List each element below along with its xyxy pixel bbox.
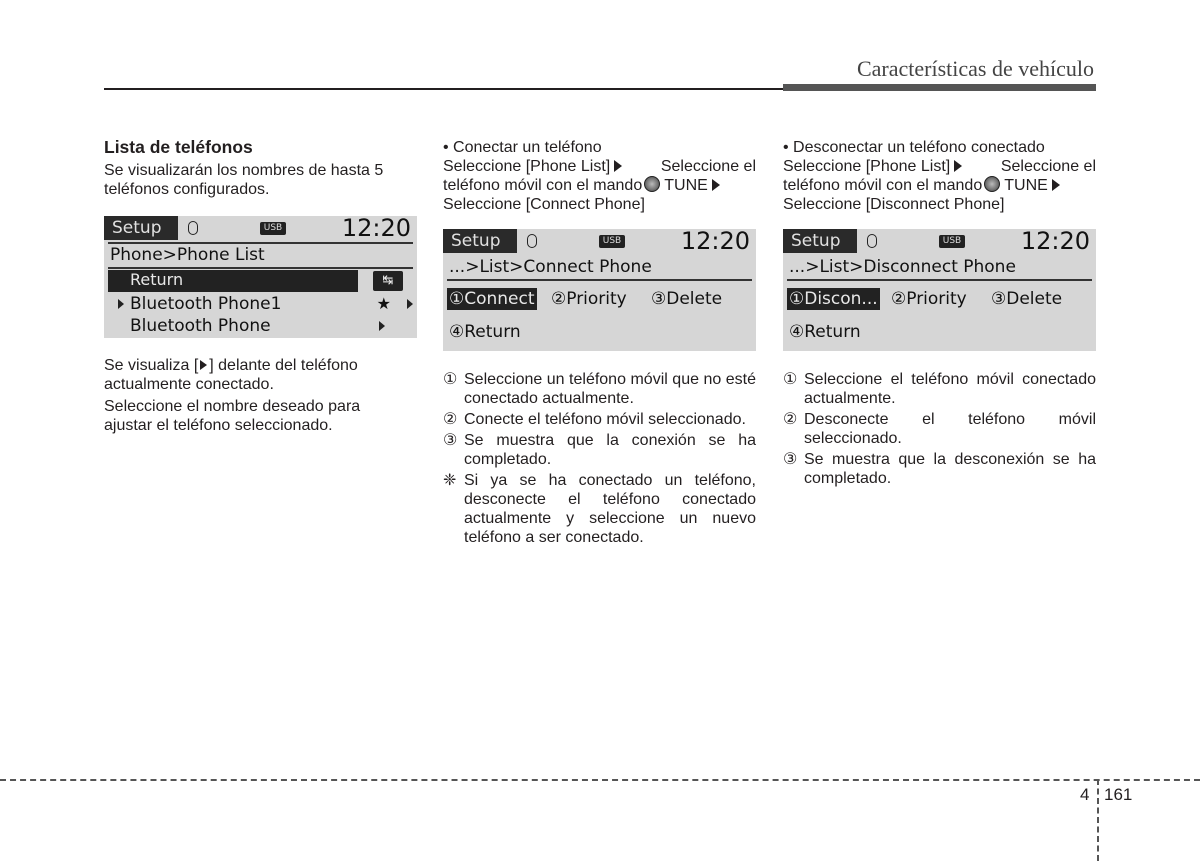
instr-2a: teléfono móvil con el mando (443, 177, 643, 194)
instr-1b: Seleccione el (1000, 158, 1096, 175)
screen-topbar (104, 216, 417, 240)
step-number: ① (783, 371, 798, 388)
list-item (443, 471, 756, 547)
note-line-1 (104, 356, 417, 375)
header-rule-accent (783, 84, 1096, 91)
usb-icon: USB (260, 222, 286, 235)
list-item (783, 370, 1096, 408)
usb-icon: USB (599, 235, 625, 248)
section-heading: Lista de teléfonos (104, 137, 253, 157)
connect-option[interactable]: ①Connect (449, 289, 535, 309)
disconnect-phone-screen (783, 229, 1096, 351)
connected-indicator-icon (118, 299, 124, 309)
list-item (443, 410, 756, 429)
step-text: Seleccione un teléfono móvil que no esté conectado actualmente. (464, 371, 756, 407)
clock: 12:20 (341, 216, 411, 242)
usb-icon: USB (939, 235, 965, 248)
instr-1a: Seleccione [Phone List] (783, 158, 951, 175)
intro-line-2: teléfonos configurados. (104, 181, 270, 198)
column-disconnect-phone (783, 138, 1096, 214)
note-line-2: actualmente conectado. (104, 376, 274, 393)
tune-knob-icon (984, 176, 1000, 192)
breadcrumb-text: ...>List>Connect Phone (449, 257, 652, 277)
list-item (783, 410, 1096, 448)
select-line-2: ajustar el teléfono seleccionado. (104, 417, 333, 434)
instr-2b: TUNE (1004, 177, 1048, 194)
chevron-right-icon (407, 299, 413, 309)
setup-tab: Setup (783, 229, 857, 253)
instr-1-left (443, 157, 626, 176)
step-text: Desconecte el teléfono móvil seleccionado. (804, 411, 1096, 447)
list-item (783, 450, 1096, 488)
footer-rule (0, 779, 1200, 781)
row-label-phone2: Bluetooth Phone (130, 316, 271, 336)
bluetooth-icon (527, 234, 537, 248)
list-item (443, 431, 756, 469)
step-number: ③ (783, 451, 798, 468)
instr-1b: Seleccione el (660, 158, 756, 175)
note-text-b: ] delante del teléfono (209, 357, 358, 374)
disconnect-steps (783, 370, 1096, 488)
bluetooth-icon (188, 221, 198, 235)
instr-1-left (783, 157, 966, 176)
arrow-right-icon (712, 179, 720, 191)
bullet-disconnect: • Desconectar un teléfono conectado (783, 139, 1045, 156)
arrow-right-icon (1052, 179, 1060, 191)
return-option[interactable]: ④Return (789, 322, 861, 342)
instruction-line-2 (783, 176, 1096, 195)
instruction-line-1 (783, 157, 1096, 176)
screen-topbar (443, 229, 756, 253)
priority-option[interactable]: ②Priority (891, 289, 967, 309)
screen-divider (787, 279, 1092, 281)
row-label-phone1: Bluetooth Phone1 (130, 294, 282, 314)
arrow-right-icon (954, 160, 962, 172)
breadcrumb-text: Phone>Phone List (110, 245, 265, 265)
header-rule (104, 88, 784, 90)
select-line-1 (104, 397, 417, 416)
page-header-title: Características de vehículo (856, 56, 1094, 81)
arrow-right-icon (614, 160, 622, 172)
instr-2b: TUNE (664, 177, 708, 194)
instr-2a: teléfono móvil con el mando (783, 177, 983, 194)
connect-steps (443, 370, 756, 547)
step-number: ③ (443, 432, 458, 449)
chevron-right-icon (379, 321, 385, 331)
priority-option[interactable]: ②Priority (551, 289, 627, 309)
setup-tab: Setup (443, 229, 517, 253)
note-text: Si ya se ha conectado un teléfono, desconecte el teléfono conectado actualmente y seleccione un nuevo teléfono a ser conectado. (464, 472, 756, 546)
return-option[interactable]: ④Return (449, 322, 521, 342)
step-text: Seleccione el teléfono móvil conectado actualmente. (804, 371, 1096, 407)
star-icon: ★ (376, 294, 391, 313)
row-label-return: Return (130, 270, 184, 289)
delete-option[interactable]: ③Delete (651, 289, 723, 309)
note-text-a: Se visualiza [ (104, 357, 199, 374)
page-number: 161 (1104, 785, 1133, 804)
note-line-1-text (104, 356, 358, 375)
step-text: Conecte el teléfono móvil seleccionado. (464, 411, 746, 428)
tune-knob-icon (644, 176, 660, 192)
intro-text-1: Se visualizarán los nombres de hasta 5 (104, 162, 384, 179)
screen-divider (108, 267, 413, 269)
bluetooth-icon (867, 234, 877, 248)
screen-divider (447, 279, 752, 281)
instruction-line-3: Seleccione [Connect Phone] (443, 196, 645, 214)
instruction-line-2 (443, 176, 756, 195)
instruction-line-3: Seleccione [Disconnect Phone] (783, 196, 1005, 214)
list-item (443, 370, 756, 408)
breadcrumb-text: ...>List>Disconnect Phone (789, 257, 1016, 277)
clock: 12:20 (680, 229, 750, 255)
connected-note (104, 356, 417, 394)
instruction-line-1 (443, 157, 756, 176)
intro-line-1 (104, 161, 417, 180)
connect-phone-screen (443, 229, 756, 351)
phone-list-screen (104, 216, 417, 338)
select-text-1: Seleccione el nombre deseado para (104, 398, 361, 415)
footer-divider (1097, 779, 1099, 861)
note-symbol: ❈ (443, 472, 457, 489)
delete-option[interactable]: ③Delete (991, 289, 1063, 309)
chapter-number: 4 (1080, 785, 1090, 804)
setup-tab: Setup (104, 216, 178, 240)
column-connect-phone (443, 138, 756, 214)
list-row-return[interactable] (108, 270, 358, 292)
disconnect-option[interactable]: ①Discon... (789, 289, 878, 309)
step-number: ② (443, 411, 458, 428)
step-text: Se muestra que la desconexión se ha completado. (804, 451, 1096, 487)
column-phone-list (104, 138, 417, 199)
instr-1a: Seleccione [Phone List] (443, 158, 611, 175)
step-number: ② (783, 411, 798, 428)
bullet-connect: • Conectar un teléfono (443, 139, 602, 156)
step-number: ① (443, 371, 458, 388)
column-phone-list-notes (104, 356, 417, 435)
select-note (104, 397, 417, 435)
screen-topbar (783, 229, 1096, 253)
play-triangle-icon (200, 360, 207, 370)
intro-paragraph (104, 161, 417, 199)
clock: 12:20 (1020, 229, 1090, 255)
return-arrow-icon[interactable]: ↹ (373, 271, 403, 291)
step-text: Se muestra que la conexión se ha completado. (464, 432, 756, 468)
